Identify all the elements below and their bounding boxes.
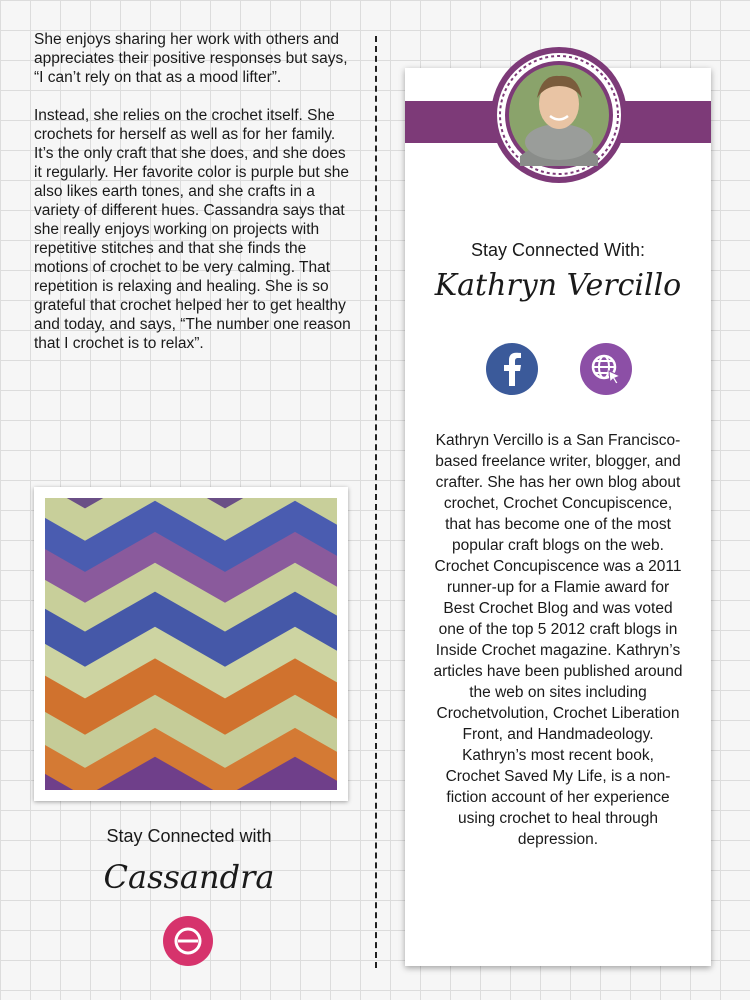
paragraph-2: Instead, she relies on the crochet itself. She crochets for herself as well as for her family. It’s the only craft that she does, and she does it regularly. Her favorite color is purple but she also likes earth tones, and she crafts in a variety of different hues. Cassandra says that she really enjoys working on projects with repetitive stitches and that she finds the motions of crochet to be very calming. That repetition is relaxing and healing. She is so grateful that crochet helped her to get healthy and today, and says, “The number one reason that I crochet is to relax”. [34,107,351,352]
stay-connected-label-right: Stay Connected With: [470,240,646,260]
cassandra-name: Cassandra [103,858,275,896]
website-icon[interactable] [579,342,633,396]
crochet-photo [34,487,348,801]
article-text [34,30,354,372]
ripple-blanket-image [45,498,337,790]
author-bio: Kathryn Vercillo is a San Francisco-based freelance writer, blogger, and crafter. She has her own blog about crochet, Crochet Concupiscence, that has become one of the most popular craft blogs on the web. Crochet Concupiscence was a 2011 runner-up for a Flamie award for Best Crochet Blog and was voted one of the top 5 2012 craft blogs in Inside Crochet magazine. Kathryn’s articles have been published around the web on sites including Crochetvolution, Crochet Liberation Front, and Handmadeology. Kathryn’s most recent book, Crochet Saved My Life, is a non-fiction account of her experience using crochet to heal through depression. [433,432,683,848]
facebook-icon[interactable] [485,342,539,396]
author-card [405,68,711,966]
etsy-icon[interactable] [162,915,214,967]
stay-connected-label-left: Stay Connected with [106,826,272,846]
author-avatar [490,46,628,184]
kathryn-name: Kathryn Vercillo [434,268,682,303]
paragraph-1: She enjoys sharing her work with others and appreciates their positive responses but says, “I can’t rely on that as a mood lifter”. [34,31,348,86]
column-divider [375,36,377,968]
